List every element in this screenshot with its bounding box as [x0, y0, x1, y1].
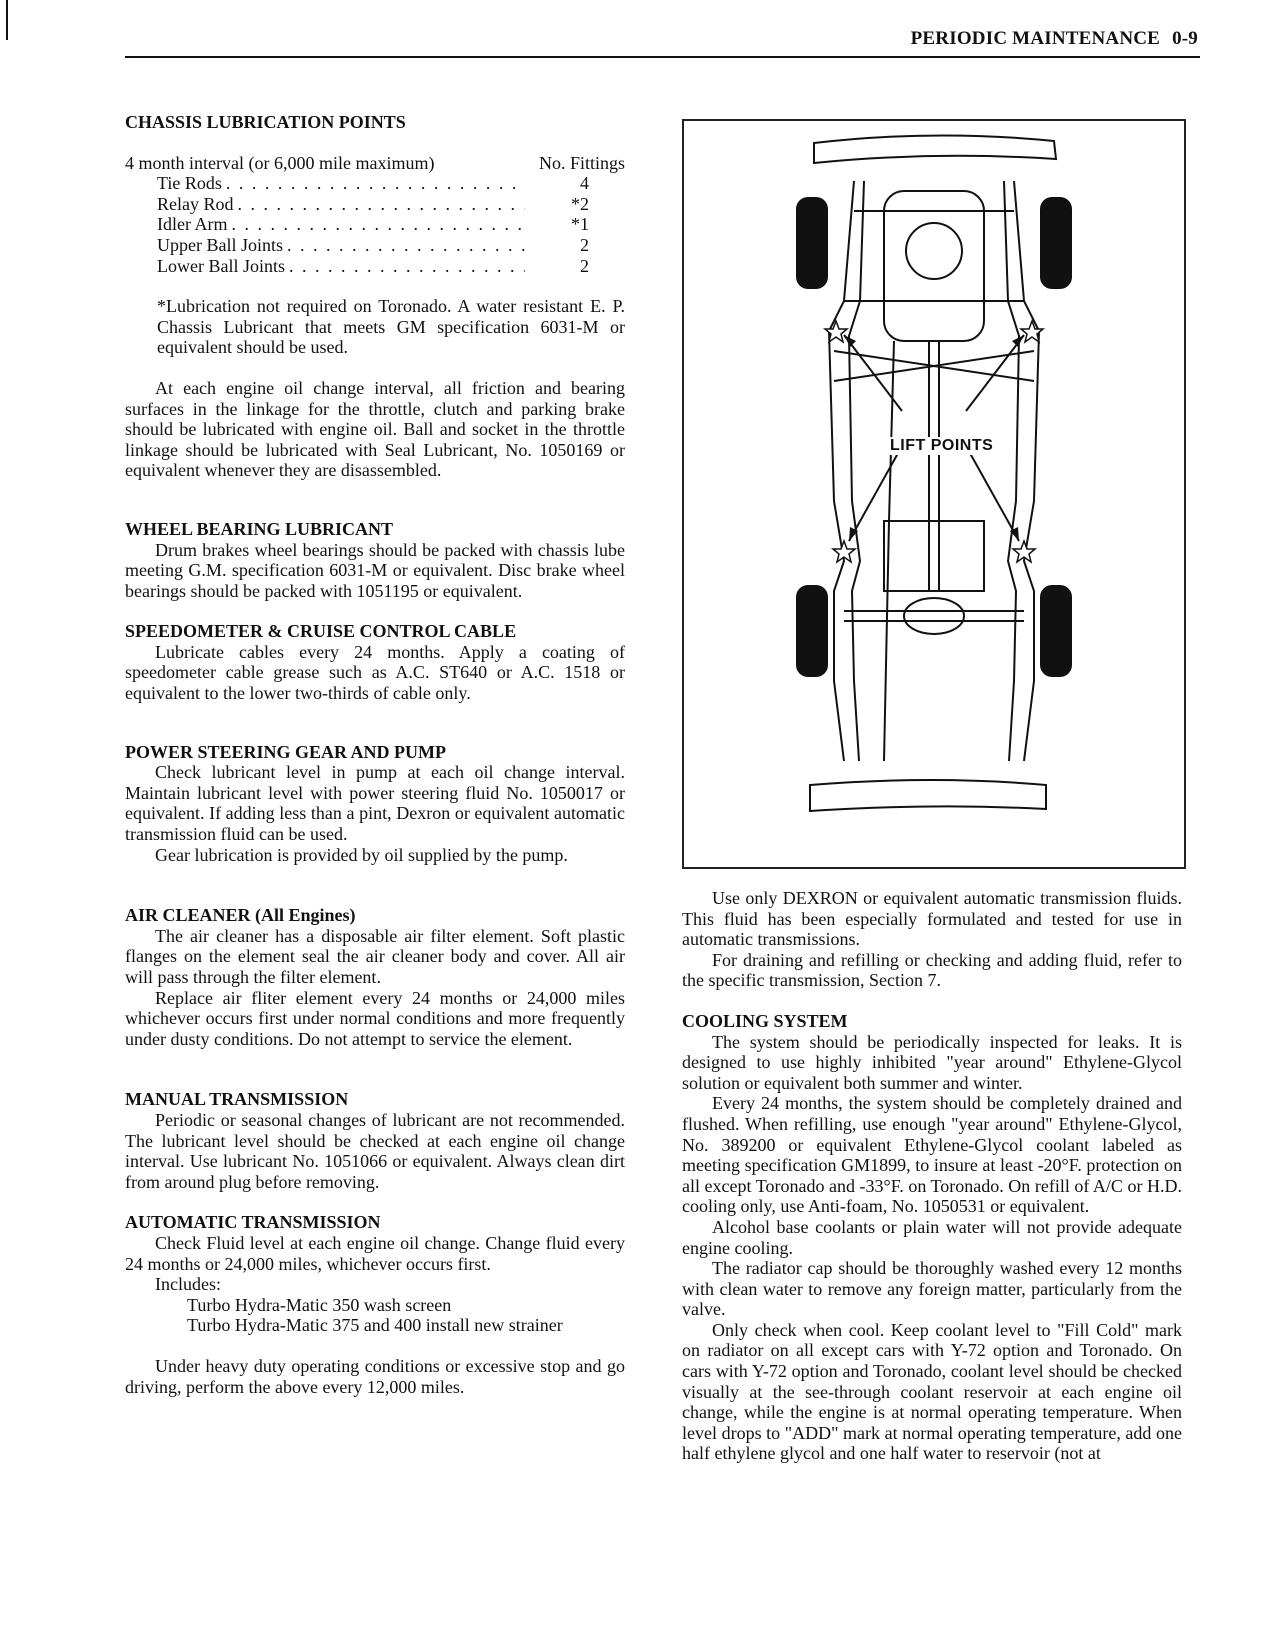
cooling-paragraph-1: The system should be periodically inspected for leaks. It is designed to use highly inhibited "year around" Ethylene-Glycol solution or equivalent both summer and winter.: [682, 1031, 1182, 1093]
front-bumper: [814, 135, 1056, 163]
fittings-column-header: No. Fittings: [538, 152, 625, 173]
engine-block: [884, 191, 984, 341]
fitting-label: Upper Ball Joints: [157, 234, 283, 255]
lift-points-label: LIFT POINTS: [890, 437, 994, 454]
chassis-paragraph: At each engine oil change interval, all friction and bearing surfaces in the linkage for the throttle, clutch and parking brake should be lubricated with engine oil. Ball and socket in the throttle linkage should be lubricated with Seal Lubricant, No. 1050169 or equivalent whenever they are disassembled.: [125, 377, 625, 481]
wheel-bearing-paragraph: Drum brakes wheel bearings should be packed with chassis lube meeting G.M. specification 6031-M or equivalent. Disc brake wheel bearings should be packed with 1051195 or equivalent.: [125, 539, 625, 601]
leader-dots: [238, 194, 526, 215]
left-column: [125, 112, 625, 1397]
rear-bumper: [810, 780, 1046, 811]
tire-rear-left: [796, 585, 828, 677]
differential: [904, 598, 964, 634]
leader-dots: [231, 214, 525, 235]
tire-rear-right: [1040, 585, 1072, 677]
power-steering-paragraph-1: Check lubricant level in pump at each oil change interval. Maintain lubricant level with power steering fluid No. 1050017 or equivalent. If adding less than a pint, Dexron or equivalent automatic transmission fluid can be used.: [125, 762, 625, 845]
heading-air-cleaner: AIR CLEANER (All Engines): [125, 905, 356, 926]
fitting-row: [125, 173, 625, 194]
fitting-row: [125, 214, 625, 235]
fitting-label: Idler Arm: [157, 214, 228, 235]
leader-dots: [289, 256, 525, 277]
fittings-header-row: [125, 153, 625, 174]
cooling-paragraph-2: Every 24 months, the system should be completely drained and flushed. When refilling, use enough "year around" Ethylene-Glycol, No. 389200 or equivalent Ethylene-Glycol coolant labeled as meeting specification GM1899, to insure at least -20°F. protection on all except Toronado and -33°F. on Toronado. On refill of A/C or H.D. cooling only, use Anti-foam, No. 1050531 or equivalent.: [682, 1093, 1182, 1217]
frame-inner-right: [1004, 181, 1019, 761]
leader-dots: [226, 173, 525, 194]
fitting-count: *2: [571, 193, 589, 214]
chassis-diagram: [684, 121, 1184, 867]
fitting-row: [125, 194, 625, 215]
heading-cooling-system: COOLING SYSTEM: [682, 1010, 848, 1031]
lift-points-figure: [682, 119, 1186, 869]
header-title: PERIODIC MAINTENANCE: [910, 28, 1161, 49]
header-rule: [125, 56, 1200, 58]
fitting-label: Lower Ball Joints: [157, 255, 285, 276]
page-header: [911, 28, 1198, 50]
cooling-paragraph-4: The radiator cap should be thoroughly washed every 12 months with clean water to remove any foreign matter, particularly from the valve.: [682, 1258, 1182, 1320]
fitting-count: *1: [571, 214, 589, 235]
interval-text: 4 month interval (or 6,000 mile maximum): [125, 152, 435, 173]
frame-rail-right: [1014, 181, 1039, 761]
speedometer-paragraph: Lubricate cables every 24 months. Apply a coating of speedometer cable grease such as A.C. ST640 or A.C. 1518 or equivalent to the lower two-thirds of cable only.: [125, 641, 625, 704]
binding-mark: [6, 0, 8, 40]
tire-front-left: [796, 197, 828, 289]
heading-speedometer: SPEEDOMETER & CRUISE CONTROL CABLE: [125, 621, 517, 642]
dexron-paragraph-2: For draining and refilling or checking and adding fluid, refer to the specific transmission, Section 7.: [682, 949, 1182, 991]
lubrication-note: *Lubrication not required on Toronado. A water resistant E. P. Chassis Lubricant that meets GM specification 6031-M or equivalent should be used.: [157, 296, 625, 358]
automatic-transmission-paragraph: Check Fluid level at each engine oil change. Change fluid every 24 months or 24,000 miles, whichever occurs first.: [125, 1232, 625, 1274]
leader-dots: [287, 235, 525, 256]
right-column: [682, 888, 1182, 1464]
includes-item: Turbo Hydra-Matic 350 wash screen: [187, 1294, 452, 1315]
air-cleaner-paragraph-2: Replace air fliter element every 24 months or 24,000 miles whichever occurs first under normal conditions and more frequently under dusty conditions. Do not attempt to service the element.: [125, 987, 625, 1049]
fitting-label: Relay Rod: [157, 193, 234, 214]
frame-inner-left: [849, 181, 864, 761]
manual-transmission-paragraph: Periodic or seasonal changes of lubricant are not recommended. The lubricant level should be checked at each engine oil change interval. Use lubricant No. 1051066 or equivalent. Always clean dirt from around plug before removing.: [125, 1109, 625, 1192]
fitting-row: [125, 235, 625, 256]
heading-manual-transmission: MANUAL TRANSMISSION: [125, 1089, 349, 1110]
page-number: 0-9: [1172, 28, 1198, 49]
rear-axle: [844, 611, 1024, 621]
tire-front-right: [1040, 197, 1072, 289]
heading-automatic-transmission: AUTOMATIC TRANSMISSION: [125, 1212, 381, 1233]
air-cleaner: [906, 223, 962, 279]
cooling-paragraph-5: Only check when cool. Keep coolant level to "Fill Cold" mark on radiator on all except cars with Y-72 option and Toronado. On cars with Y-72 option and Toronado, coolant level should be checked visually at the see-through coolant reservoir at each engine oil change, while the engine is at normal operating temperature. When level drops to "ADD" mark at normal operating temperature, add one half ethylene glycol and one half water to reservoir (not at: [682, 1319, 1182, 1464]
air-cleaner-paragraph-1: The air cleaner has a disposable air filter element. Soft plastic flanges on the element seal the air cleaner body and cover. All air will pass through the filter element.: [125, 925, 625, 987]
cross-brace: [834, 351, 1034, 381]
driveshaft: [929, 341, 939, 591]
fitting-count: 4: [580, 173, 589, 194]
fitting-row: [125, 256, 625, 277]
includes-label: Includes:: [155, 1274, 221, 1295]
cooling-paragraph-3: Alcohol base coolants or plain water will not provide adequate engine cooling.: [682, 1216, 1182, 1258]
includes-item: Turbo Hydra-Matic 375 and 400 install new strainer: [187, 1315, 563, 1336]
dexron-paragraph-1: Use only DEXRON or equivalent automatic transmission fluids. This fluid has been especially formulated and tested for use in automatic transmissions.: [682, 888, 1182, 950]
fitting-count: 2: [580, 234, 589, 255]
heading-chassis-lubrication: CHASSIS LUBRICATION POINTS: [125, 112, 406, 132]
power-steering-paragraph-2: Gear lubrication is provided by oil supplied by the pump.: [155, 844, 568, 865]
heading-wheel-bearing: WHEEL BEARING LUBRICANT: [125, 518, 394, 539]
fitting-label: Tie Rods: [157, 173, 222, 194]
fuel-tank: [884, 521, 984, 591]
exhaust-pipe: [884, 341, 894, 761]
fitting-count: 2: [580, 255, 589, 276]
frame-rail-left: [829, 181, 854, 761]
heading-power-steering: POWER STEERING GEAR AND PUMP: [125, 741, 447, 762]
heavy-duty-paragraph: Under heavy duty operating conditions or excessive stop and go driving, perform the above every 12,000 miles.: [125, 1355, 625, 1397]
